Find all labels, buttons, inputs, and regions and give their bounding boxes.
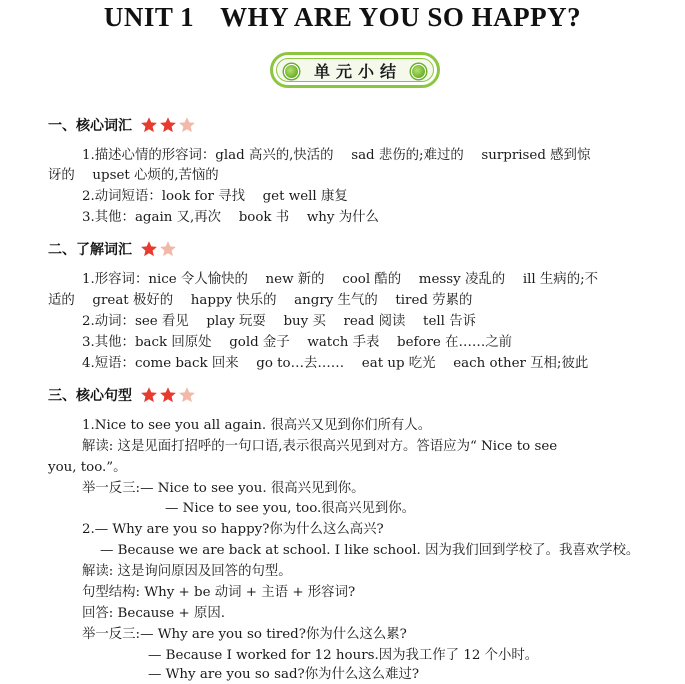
star-icon — [178, 116, 196, 134]
text-line: 4.短语：come back 回来 go to…去…… eat up 吃光 each other 互相;彼此 — [82, 356, 589, 371]
text-line: 讶的 upset 心烦的,苦恼的 — [48, 168, 219, 183]
difficulty-stars — [140, 116, 197, 134]
text-line: — Why are you so sad?你为什么这么难过? — [148, 667, 420, 682]
section-heading-text: 一、核心词汇 — [48, 118, 132, 134]
text-line: 举一反三:— Nice to see you. 很高兴见到你。 — [82, 481, 365, 496]
text-line: 1.形容词：nice 令人愉快的 new 新的 cool 酷的 messy 凌乱的 ill 生病的;不 — [82, 272, 598, 287]
unit-name: WHY ARE YOU SO HAPPY? — [220, 2, 582, 32]
star-icon — [159, 386, 177, 404]
text-line: 解读: 这是见面打招呼的一句口语,表示很高兴见到对方。答语应为“ Nice to see — [82, 439, 558, 454]
text-line: — Because we are back at school. I like school. 因为我们回到学校了。我喜欢学校。 — [100, 543, 640, 558]
star-icon — [140, 386, 158, 404]
unit-title — [0, 2, 685, 33]
text-line: — Because I worked for 12 hours.因为我工作了 12 个小时。 — [148, 648, 539, 663]
text-line: — Nice to see you, too.很高兴见到你。 — [165, 501, 416, 516]
text-line: 2.动词短语：look for 寻找 get well 康复 — [82, 189, 348, 204]
section-heading-extra-vocab — [48, 239, 178, 259]
star-icon — [140, 240, 158, 258]
text-line: 适的 great 极好的 happy 快乐的 angry 生气的 tired 劳累的 — [48, 293, 473, 308]
star-icon — [159, 240, 177, 258]
text-line: 3.其他：again 又,再次 book 书 why 为什么 — [82, 210, 379, 225]
section-heading-core-sentences — [48, 385, 197, 405]
text-line: 解读: 这是询问原因及回答的句型。 — [82, 564, 292, 579]
text-line: 1.Nice to see you all again. 很高兴又见到你们所有人。 — [82, 418, 432, 433]
green-dot-icon — [411, 64, 426, 79]
difficulty-stars — [140, 240, 178, 258]
text-line: 2.— Why are you so happy?你为什么这么高兴? — [82, 522, 384, 537]
text-line: you, too.”。 — [48, 460, 127, 475]
text-line: 3.其他：back 回原处 gold 金子 watch 手表 before 在……之前 — [82, 335, 513, 350]
text-line: 回答: Because + 原因. — [82, 606, 225, 621]
star-icon — [178, 386, 196, 404]
text-line: 句型结构: Why + be 动词 + 主语 + 形容词? — [82, 585, 356, 600]
summary-badge-label: 单元小结 — [313, 61, 402, 81]
text-line: 2.动词：see 看见 play 玩耍 buy 买 read 阅读 tell 告诉 — [82, 314, 476, 329]
green-dot-icon — [284, 64, 299, 79]
unit-number: UNIT 1 — [103, 2, 195, 32]
text-line: 1.描述心情的形容词：glad 高兴的,快活的 sad 悲伤的;难过的 surprised 感到惊 — [82, 148, 591, 163]
star-icon — [159, 116, 177, 134]
text-line: 举一反三:— Why are you so tired?你为什么这么累? — [82, 627, 407, 642]
difficulty-stars — [140, 386, 197, 404]
section-heading-text: 二、了解词汇 — [48, 242, 132, 258]
star-icon — [140, 116, 158, 134]
section-heading-core-vocab — [48, 115, 197, 135]
summary-badge — [270, 52, 440, 88]
section-heading-text: 三、核心句型 — [48, 388, 132, 404]
